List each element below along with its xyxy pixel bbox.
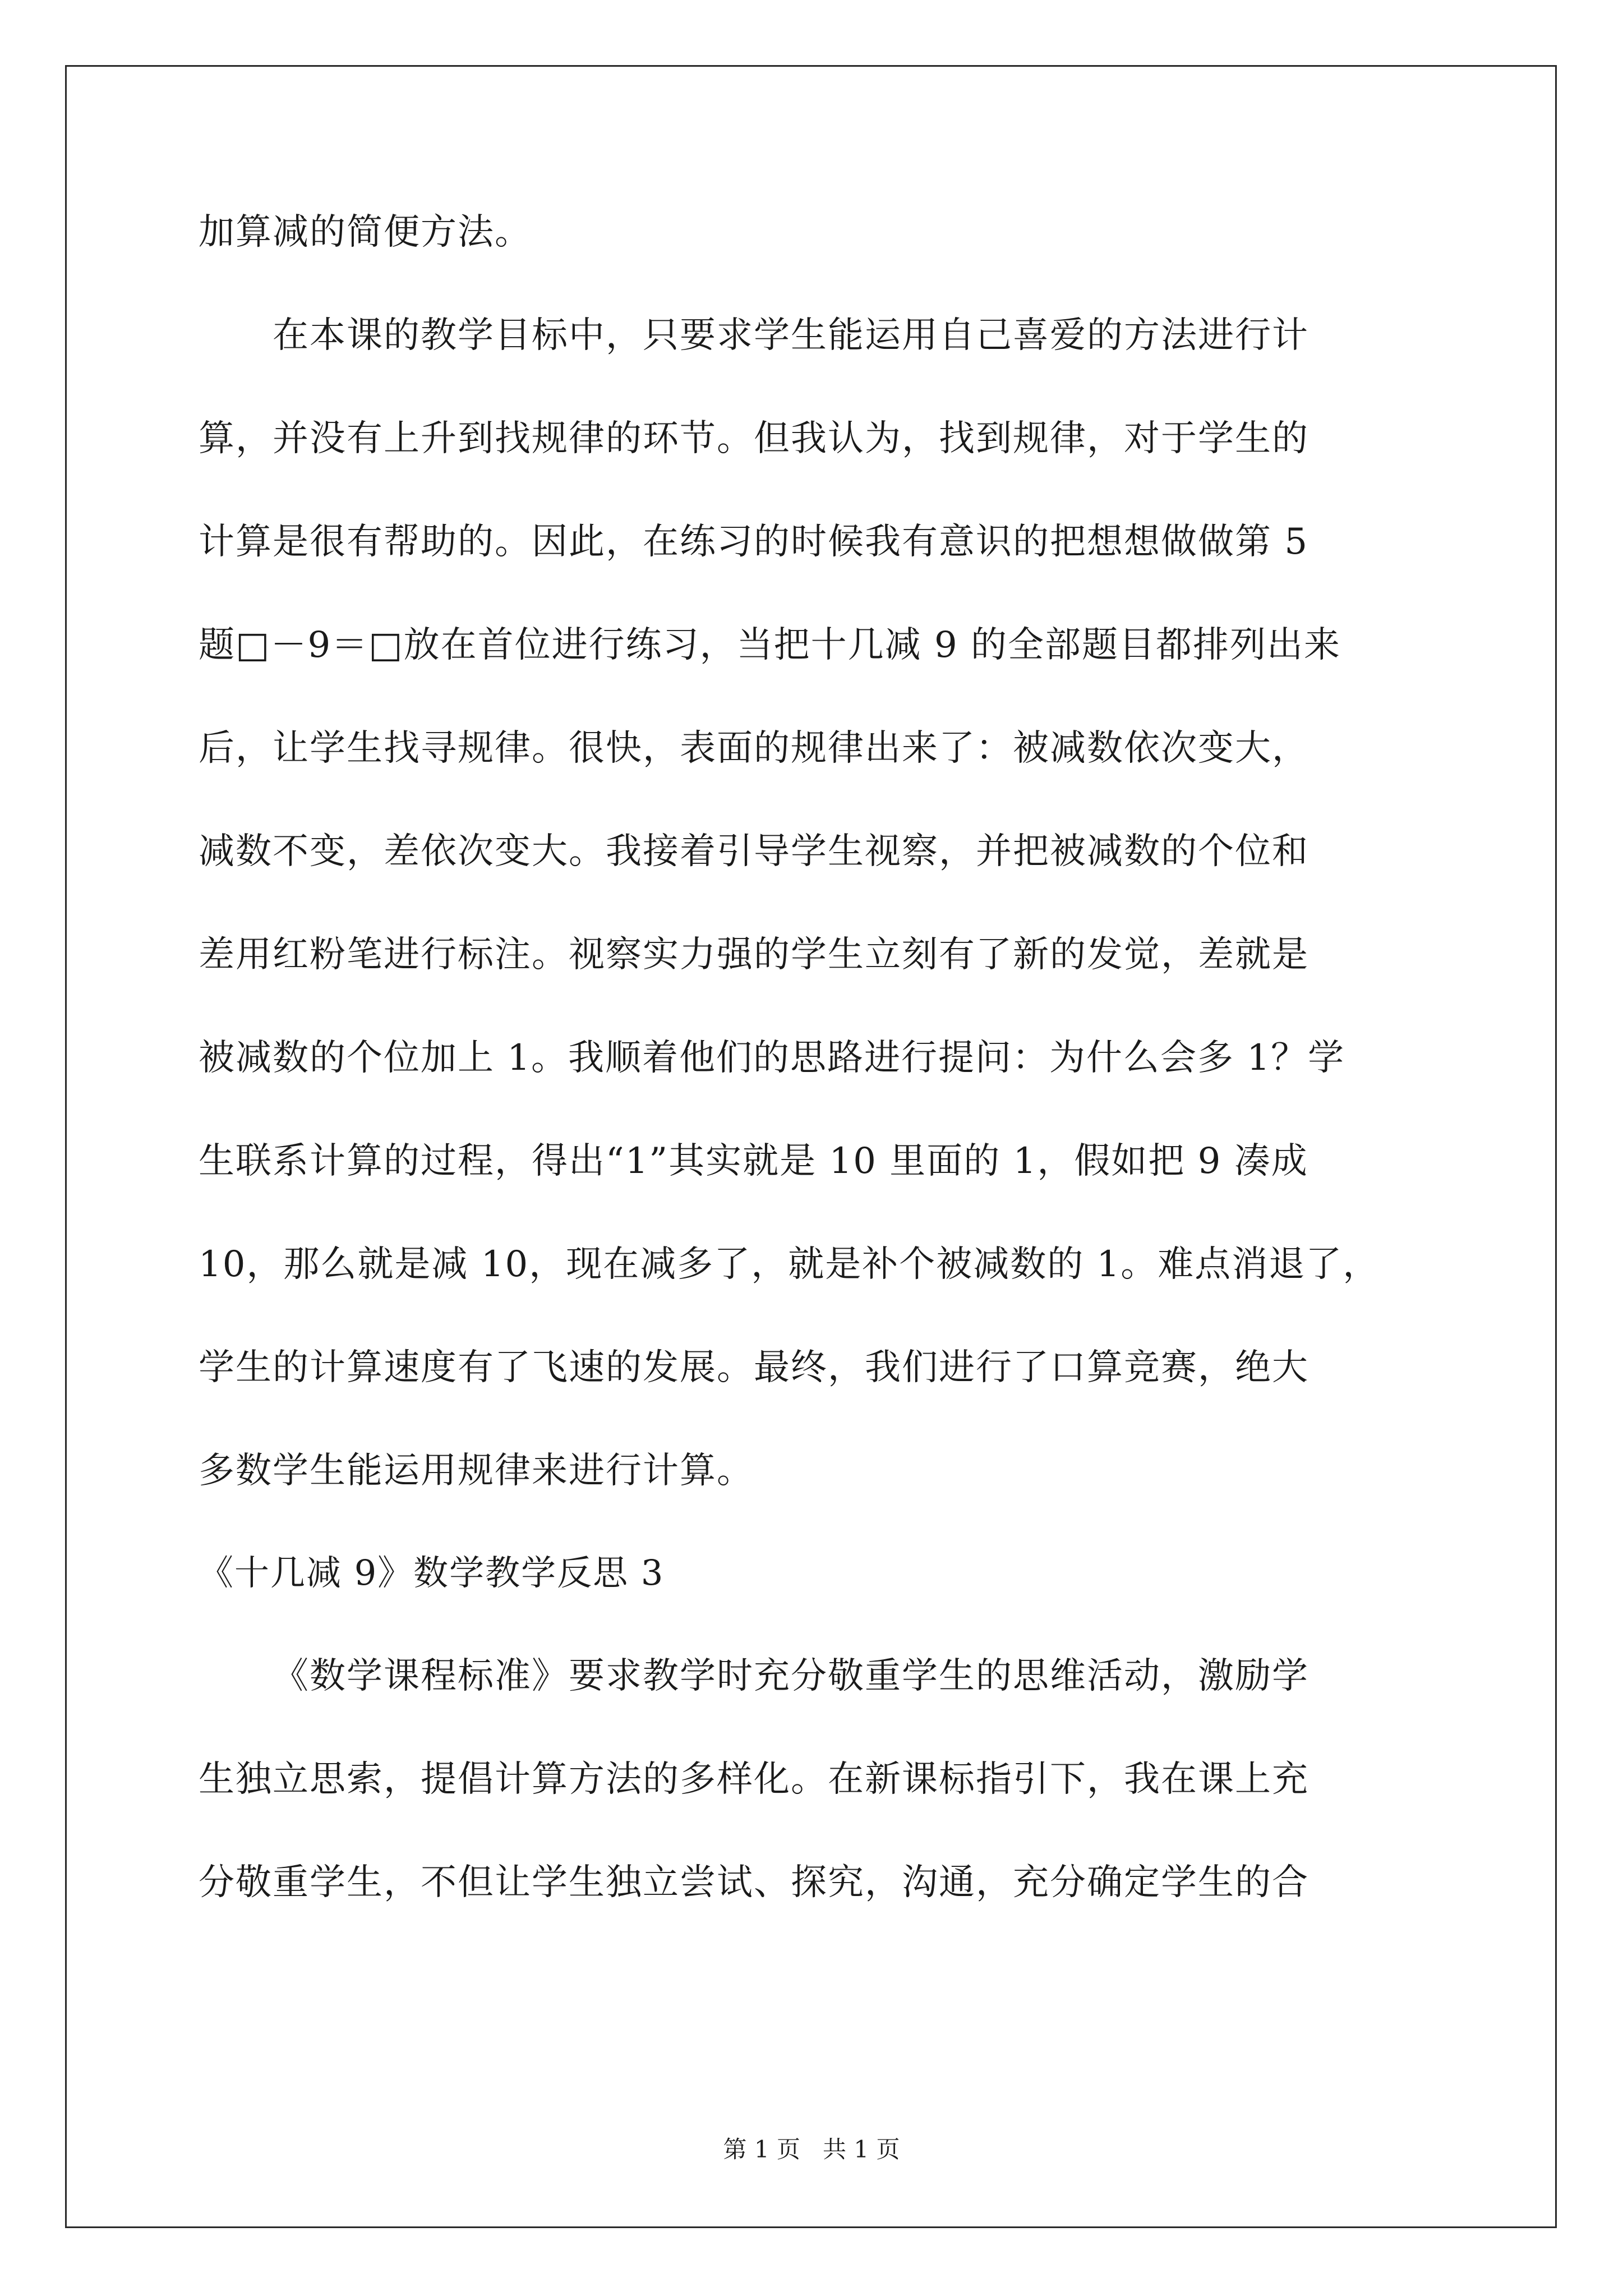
paragraph-start-line: 在本课的教学目标中，只要求学生能运用自己喜爱的方法进行计 bbox=[273, 315, 1309, 356]
paragraph-start-line: 《数学课程标准》要求教学时充分敬重学生的思维活动，激励学 bbox=[273, 1655, 1309, 1697]
text-line: 生独立思索，提倡计算方法的多样化。在新课标指引下，我在课上充 bbox=[199, 1759, 1309, 1800]
page-footer: 第 1 页 共 1 页 bbox=[723, 2136, 900, 2163]
text-line: 多数学生能运用规律来进行计算。 bbox=[199, 1450, 754, 1492]
text-line: 计算是很有帮助的。因此，在练习的时候我有意识的把想想做做第 5 bbox=[199, 521, 1309, 563]
text-line: 加算减的简便方法。 bbox=[199, 211, 532, 253]
text-line: 学生的计算速度有了飞速的发展。最终，我们进行了口算竞赛，绝大 bbox=[199, 1347, 1309, 1388]
text-line: 减数不变，差依次变大。我接着引导学生视察，并把被减数的个位和 bbox=[199, 831, 1309, 872]
text-line: 10，那么就是减 10，现在减多了，就是补个被减数的 1。难点消退了， bbox=[199, 1244, 1380, 1285]
text-line: 生联系计算的过程，得出“1”其实就是 10 里面的 1，假如把 9 凑成 bbox=[199, 1140, 1308, 1182]
text-line: 分敬重学生，不但让学生独立尝试、探究，沟通，充分确定学生的合 bbox=[199, 1862, 1309, 1903]
text-line: 被减数的个位加上 1。我顺着他们的思路进行提问：为什么会多 1？学 bbox=[199, 1037, 1345, 1079]
text-line: 差用红粉笔进行标注。视察实力强的学生立刻有了新的发觉，差就是 bbox=[199, 934, 1309, 976]
text-line: 题□－9＝□放在首位进行练习，当把十几减 9 的全部题目都排列出来 bbox=[199, 624, 1341, 666]
text-line: 后，让学生找寻规律。很快，表面的规律出来了：被减数依次变大， bbox=[199, 728, 1309, 769]
section-heading: 《十几减 9》数学教学反思 3 bbox=[199, 1552, 665, 1593]
text-line: 算，并没有上升到找规律的环节。但我认为，找到规律，对于学生的 bbox=[199, 418, 1309, 459]
